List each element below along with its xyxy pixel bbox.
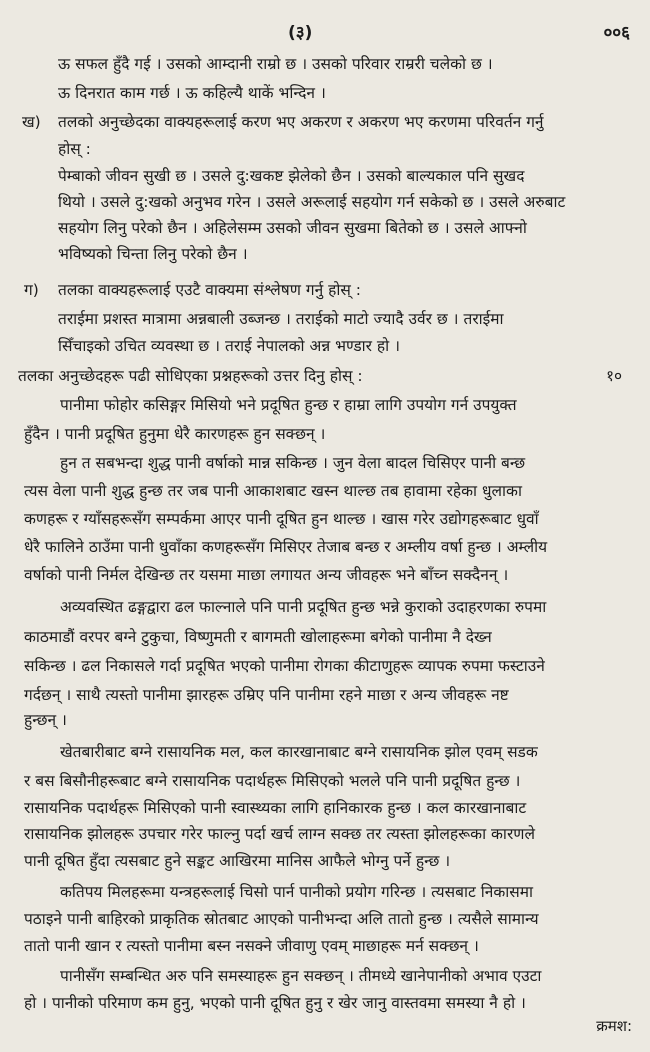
passage-line: कणहरू र ग्याँसहरूसँग सम्पर्कमा आएर पानी दूषित हुन थाल्छ । खास गरेर उद्योगहरूबाट धुवाँ — [24, 510, 539, 528]
passage-line: र बस बिसौनीहरूबाट बग्ने रासायनिक पदार्थहरू मिसिएको भलले पनि पानी प्रदूषित हुन्छ । — [24, 772, 521, 790]
text-line: तराईमा प्रशस्त मात्रामा अन्नबाली उब्जन्छ । तराईको माटो ज्यादै उर्वर छ । तराईमा — [58, 310, 504, 328]
section-marker: ख) — [22, 113, 41, 131]
passage-line: अव्यवस्थित ढङ्गद्वारा ढल फाल्नाले पनि पानी प्रदूषित हुन्छ भन्ने कुराको उदाहरणका रुपमा — [60, 598, 547, 616]
text-line: ऊ दिनरात काम गर्छ । ऊ कहिल्यै थाकें भन्दिन । — [58, 84, 326, 102]
instruction-line: होस् : — [58, 140, 91, 158]
passage-line: पानीमा फोहोर कसिङ्गर मिसियो भने प्रदूषित हुन्छ र हाम्रा लागि उपयोग गर्न उपयुक्त — [60, 396, 517, 414]
question-text: तलका अनुच्छेदहरू पढी सोधिएका प्रश्नहरूको उत्तर दिनु होस् : — [18, 367, 363, 385]
text-line: सिँचाइको उचित व्यवस्था छ । तराई नेपालको अन्न भण्डार हो । — [58, 337, 400, 355]
passage-line: हुन त सबभन्दा शुद्ध पानी वर्षाको मान्न सकिन्छ । जुन वेला बादल चिसिएर पानी बन्छ — [60, 454, 526, 472]
passage-line: गर्दछन् । साथै त्यस्तो पानीमा झारहरू उम्रिए पनि पानीमा रहने माछा र अन्य जीवहरू नष्ट — [24, 686, 509, 704]
passage-line: हो । पानीको परिमाण कम हुनु, भएको पानी दूषित हुनु र खेर जानु वास्तवमा समस्या नै हो । — [24, 994, 526, 1012]
passage-line: काठमाडौं वरपर बग्ने टुकुचा, विष्णुमती र बागमती खोलाहरूमा बगेको पानीमा नै देख्न — [24, 628, 492, 646]
text-line: भविष्यको चिन्ता लिनु परेको छैन । — [58, 245, 248, 263]
passage-line: कतिपय मिलहरूमा यन्त्रहरूलाई चिसो पार्न पानीको प्रयोग गरिन्छ । त्यसबाट निकासमा — [60, 883, 534, 901]
page-header — [0, 20, 650, 44]
passage-line: हुन्छन् । — [24, 711, 67, 729]
page-marker: (३) — [288, 23, 313, 43]
passage-line: पानी दूषित हुँदा त्यसबाट हुने सङ्कट आखिरमा मानिस आफैले भोग्नु पर्ने हुन्छ । — [24, 852, 451, 870]
passage-line: खेतबारीबाट बग्ने रासायनिक मल, कल कारखानाबाट बग्ने रासायनिक झोल एवम् सडक — [60, 743, 538, 761]
text-line: ऊ सफल हुँदै गई । उसको आम्दानी राम्रो छ । उसको परिवार राम्ररी चलेको छ । — [58, 55, 493, 73]
continued-label: क्रमश: — [596, 1017, 632, 1035]
instruction-line: तलको अनुच्छेदका वाक्यहरूलाई करण भए अकरण र अकरण भए करणमा परिवर्तन गर्नु — [58, 113, 544, 131]
text-line: थियो । उसले दु:खको अनुभव गरेन । उसले अरूलाई सहयोग गर्न सकेको छ । उसले अरुबाट — [58, 193, 566, 211]
passage-line: हुँदैन । पानी प्रदूषित हुनुमा धेरै कारणहरू हुन सक्छन् । — [24, 425, 326, 443]
passage-line: पठाइने पानी बाहिरको प्राकृतिक स्रोतबाट आएको पानीभन्दा अलि तातो हुन्छ । त्यसैले सामान्य — [24, 910, 539, 928]
passage-line: त्यस वेला पानी शुद्ध हुन्छ तर जब पानी आकाशबाट खस्न थाल्छ तब हावामा रहेका धुलाका — [24, 482, 522, 500]
passage-line: सकिन्छ । ढल निकासले गर्दा प्रदूषित भएको पानीमा रोगका कीटाणुहरू व्यापक रुपमा फस्टाउने — [24, 657, 545, 675]
passage-line: रासायनिक पदार्थहरू मिसिएको पानी स्वास्थ्यका लागि हानिकारक हुन्छ । कल कारखानाबाट — [24, 799, 527, 817]
question-marks: १० — [606, 367, 623, 385]
passage-line: तातो पानी खान र त्यस्तो पानीमा बस्न नसक्ने जीवाणु एवम् माछाहरू मर्न सक्छन् । — [24, 937, 479, 955]
page-number: ००६ — [603, 23, 630, 43]
text-line: पेम्बाको जीवन सुखी छ । उसले दु:खकष्ट झेलेको छैन । उसको बाल्यकाल पनि सुखद — [58, 167, 525, 185]
section-marker: ग) — [24, 281, 39, 299]
passage-line: रासायनिक झोलहरू उपचार गरेर फाल्नु पर्दा खर्च लाग्न सक्छ तर त्यस्ता झोलहरूका कारणले — [24, 825, 535, 843]
text-line: सहयोग लिनु परेको छैन । अहिलेसम्म उसको जीवन सुखमा बितेको छ । उसले आफ्नो — [58, 219, 527, 237]
passage-line: वर्षाको पानी निर्मल देखिन्छ तर यसमा माछा लगायत अन्य जीवहरू भने बाँच्न सक्दैनन् । — [24, 566, 509, 584]
passage-line: पानीसँग सम्बन्धित अरु पनि समस्याहरू हुन सक्छन् । तीमध्ये खानेपानीको अभाव एउटा — [60, 967, 542, 985]
instruction-line: तलका वाक्यहरूलाई एउटै वाक्यमा संश्लेषण गर्नु होस् : — [58, 281, 361, 299]
passage-line: धेरै फालिने ठाउँमा पानी धुवाँका कणहरूसँग मिसिएर तेजाब बन्छ र अम्लीय वर्षा हुन्छ । अम्लीय — [24, 538, 548, 556]
